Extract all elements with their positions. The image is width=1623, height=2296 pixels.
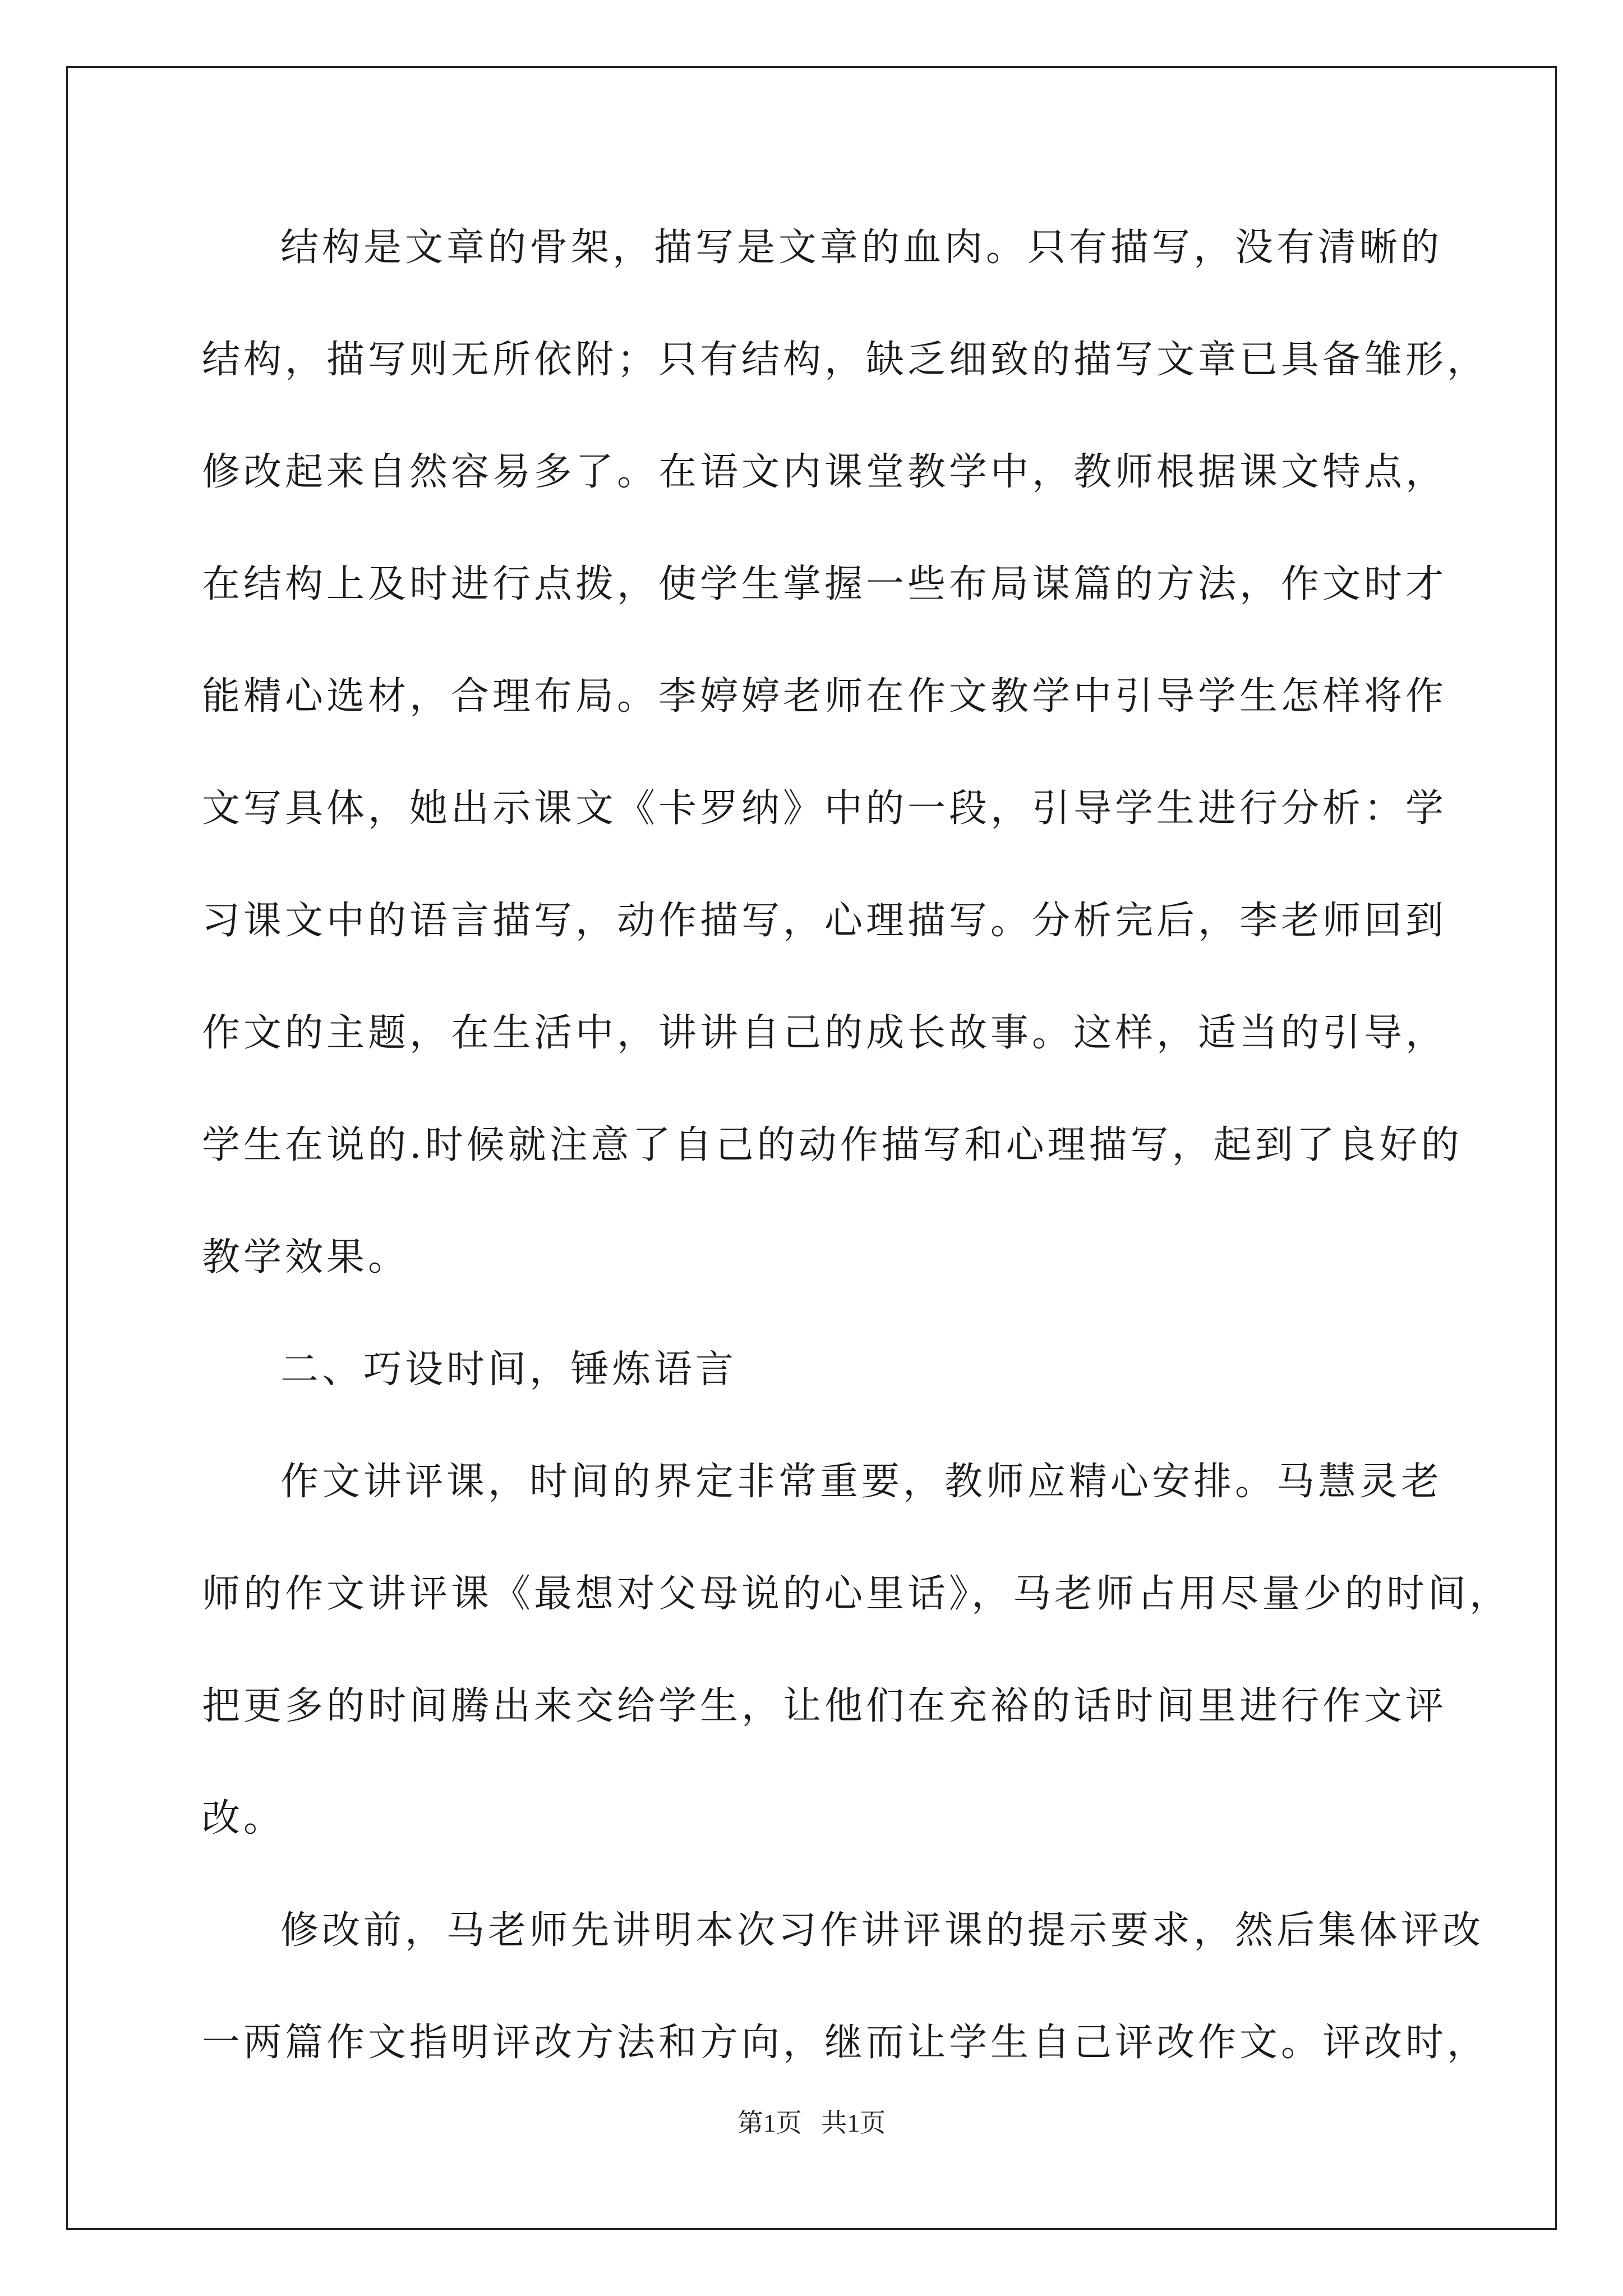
paragraph-3-line-1: 修改前，马老师先讲明本次习作讲评课的提示要求，然后集体评改	[280, 1908, 1484, 1953]
paragraph-1-line-9: 学生在说的.时候就注意了自己的动作描写和心理描写，起到了良好的	[202, 1123, 1463, 1167]
paragraph-1-line-2: 结构，描写则无所依附；只有结构，缺乏细致的描写文章已具备雏形，	[202, 338, 1489, 382]
paragraph-3-line-2: 一两篇作文指明评改方法和方向，继而让学生自己评改作文。评改时，	[202, 2021, 1489, 2065]
paragraph-1-line-8: 作文的主题，在生活中，讲讲自己的成长故事。这样，适当的引导，	[202, 1011, 1447, 1055]
paragraph-1-line-5: 能精心选材，合理布局。李婷婷老师在作文教学中引导学生怎样将作	[202, 674, 1447, 719]
page-number-footer: 第1页 共1页	[737, 2109, 886, 2137]
paragraph-2-line-1: 作文讲评课，时间的界定非常重要，教师应精心安排。马慧灵老	[280, 1460, 1443, 1504]
paragraph-2-line-3: 把更多的时间腾出来交给学生，让他们在充裕的话时间里进行作文评	[202, 1684, 1447, 1728]
paragraph-1-line-1: 结构是文章的骨架，描写是文章的血肉。只有描写，没有清晰的	[280, 226, 1443, 270]
paragraph-1-line-3: 修改起来自然容易多了。在语文内课堂教学中，教师根据课文特点，	[202, 450, 1447, 494]
paragraph-1-line-7: 习课文中的语言描写，动作描写，心理描写。分析完后，李老师回到	[202, 899, 1447, 943]
paragraph-1-line-6: 文写具体，她出示课文《卡罗纳》中的一段，引导学生进行分析：学	[202, 786, 1447, 831]
paragraph-1-line-4: 在结构上及时进行点拨，使学生掌握一些布局谋篇的方法，作文时才	[202, 562, 1447, 606]
paragraph-2-line-4: 改。	[202, 1796, 285, 1841]
paragraph-1-line-10: 教学效果。	[202, 1235, 410, 1280]
section-heading: 二、巧设时间，锤炼语言	[280, 1347, 737, 1392]
paragraph-2-line-2: 师的作文讲评课《最想对父母说的心里话》，马老师占用尽量少的时间，	[202, 1572, 1511, 1616]
